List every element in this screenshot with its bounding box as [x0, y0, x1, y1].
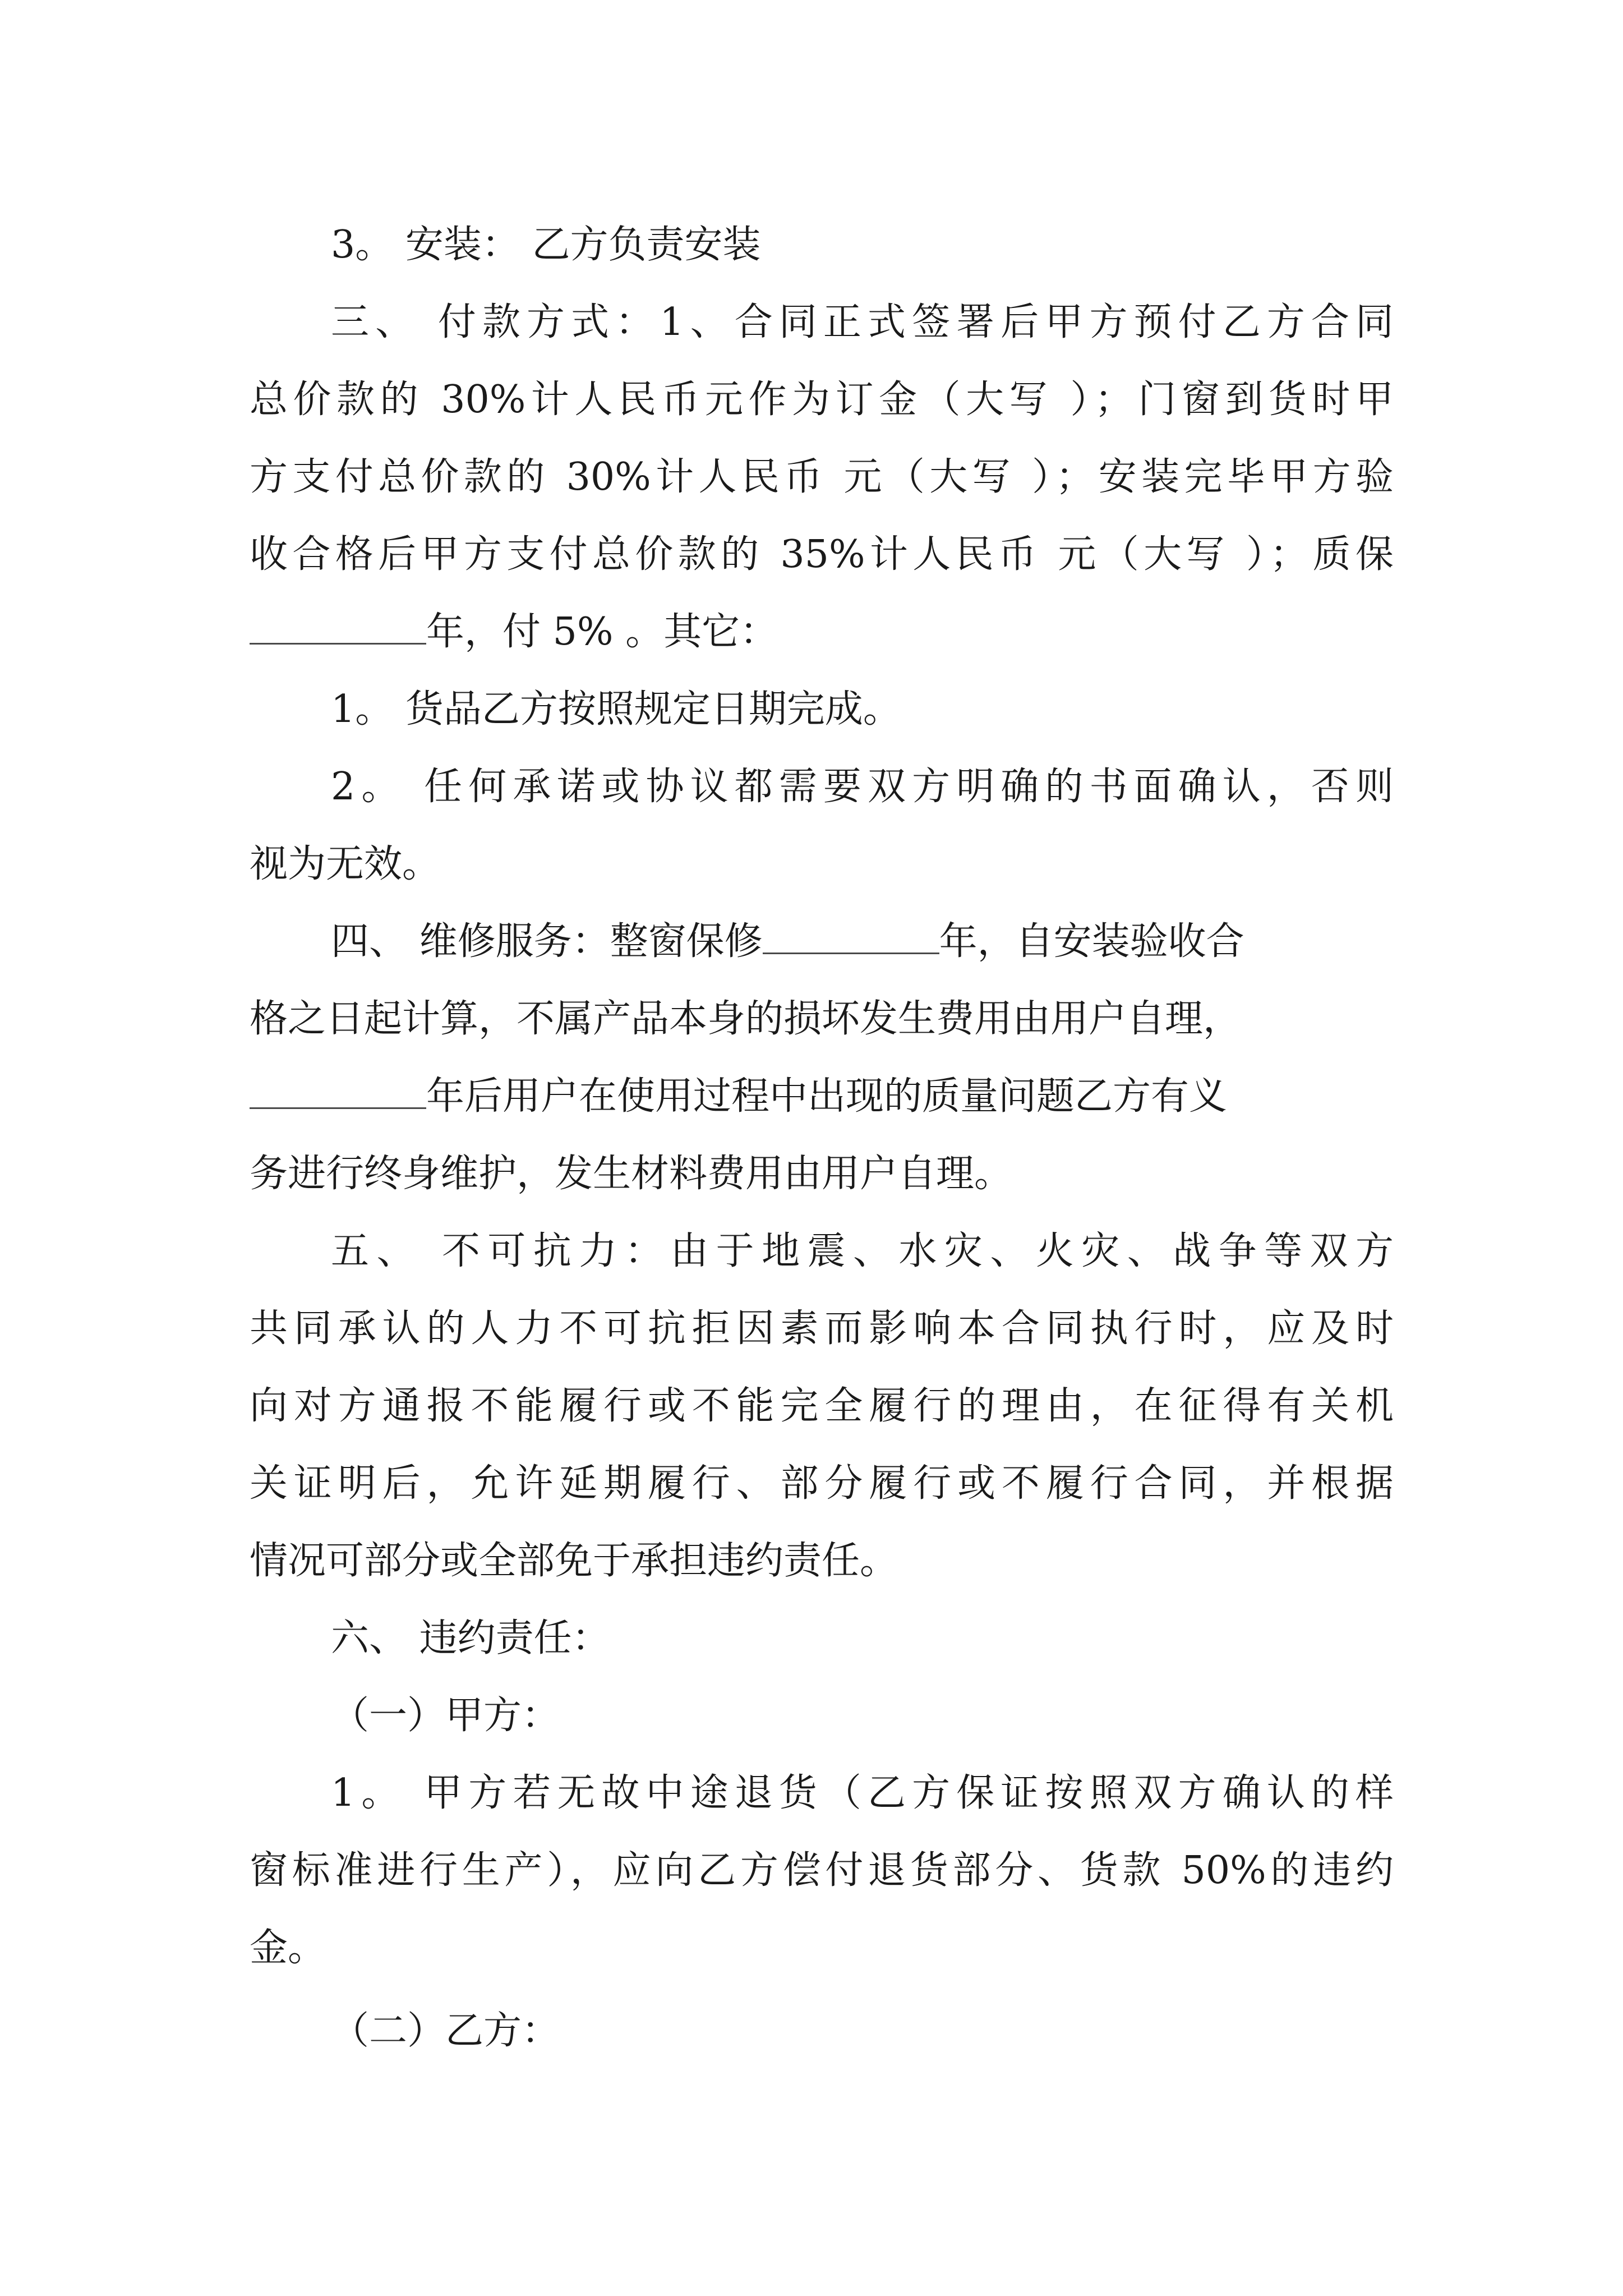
text-line: 视为无效。 — [250, 842, 441, 886]
clause-force-majeure-heading — [250, 1213, 1394, 1290]
party-a-heading — [250, 1677, 1394, 1755]
party-a-item-1-cont — [250, 1910, 1394, 1987]
text-line: 窗标准进行生产），应向乙方偿付退货部分、货款 50%的违约 — [250, 1848, 1394, 1893]
text-line: 年后用户在使用过程中出现的质量问题乙方有义 — [426, 1074, 1228, 1119]
blank-fill-line — [250, 1105, 426, 1109]
clause-install — [250, 206, 1394, 284]
text-line: 务进行终身维护，发生材料费用由用户自理。 — [250, 1152, 1013, 1196]
clause-force-majeure-line — [250, 1445, 1394, 1522]
clause-payment-line — [250, 439, 1394, 516]
clause-force-majeure-line — [250, 1368, 1394, 1445]
text-line: 四、 维修服务：整窗保修 — [331, 919, 763, 964]
other-item-2 — [250, 748, 1394, 826]
text-line: 3。 安装： 乙方负责安装 — [331, 223, 761, 267]
clause-maintenance-line — [250, 1135, 1394, 1213]
text-line: 情况可部分或全部免于承担违约责任。 — [250, 1539, 898, 1583]
clause-payment-line — [250, 516, 1394, 593]
text-line: 方支付总价款的 30%计人民币 元（大写 ）；安装完毕甲方验 — [250, 455, 1394, 499]
clause-maintenance-heading — [250, 903, 1394, 981]
clause-payment-line — [250, 361, 1394, 439]
clause-payment-heading — [250, 284, 1394, 361]
text-line: 1。 甲方若无故中途退货（乙方保证按照双方确认的样 — [331, 1771, 1394, 1815]
text-line: 收合格后甲方支付总价款的 35%计人民币 元（大写 ）；质保 — [250, 532, 1394, 577]
text-line: 向对方通报不能履行或不能完全履行的理由，在征得有关机 — [250, 1384, 1394, 1428]
clause-maintenance-line — [250, 1058, 1394, 1135]
text-line: 三、 付款方式：1、合同正式签署后甲方预付乙方合同 — [331, 300, 1394, 344]
other-item-1 — [250, 671, 1394, 748]
text-line: 年，自安装验收合 — [939, 919, 1244, 964]
clause-force-majeure-line — [250, 1522, 1394, 1600]
text-line: 共同承认的人力不可抗拒因素而影响本合同执行时，应及时 — [250, 1306, 1394, 1351]
text-line: 1。 货品乙方按照规定日期完成。 — [331, 687, 901, 731]
clause-maintenance-line — [250, 981, 1394, 1058]
text-line: 关证明后，允许延期履行、部分履行或不履行合同，并根据 — [250, 1461, 1394, 1506]
clause-force-majeure-line — [250, 1290, 1394, 1368]
contract-body — [250, 206, 1394, 2070]
text-line: 格之日起计算，不属产品本身的损坏发生费用由用户自理， — [250, 997, 1242, 1041]
text-line: （一）甲方： — [331, 1694, 560, 1738]
clause-liability-heading — [250, 1600, 1394, 1677]
other-item-2-cont — [250, 826, 1394, 903]
text-line: 年，付 5% 。其它： — [426, 610, 778, 654]
blank-fill-line — [250, 641, 426, 645]
party-b-heading — [250, 1993, 1394, 2070]
party-a-item-1-cont — [250, 1832, 1394, 1910]
text-line: （二）乙方： — [331, 2009, 560, 2053]
text-line: 六、 违约责任： — [331, 1616, 610, 1660]
blank-fill-line — [763, 950, 939, 954]
party-a-item-1 — [250, 1755, 1394, 1832]
clause-payment-warranty-line — [250, 593, 1394, 671]
text-line: 金。 — [250, 1926, 326, 1970]
text-line: 2。 任何承诺或协议都需要双方明确的书面确认，否则 — [331, 765, 1394, 809]
text-line: 五、 不可抗力：由于地震、水灾、火灾、战争等双方 — [331, 1229, 1394, 1273]
text-line: 总价款的 30%计人民币元作为订金（大写 ）；门窗到货时甲 — [250, 378, 1394, 422]
